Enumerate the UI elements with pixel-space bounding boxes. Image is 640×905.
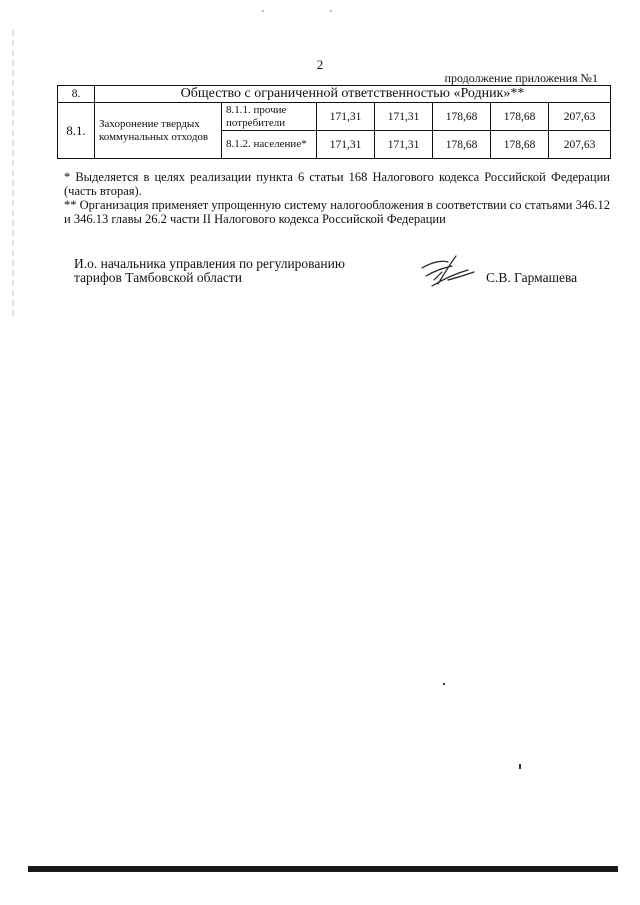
signer-name: С.В. Гармашева — [486, 270, 578, 285]
section-number-cell: 8. — [58, 86, 95, 103]
tariff-value-cell: 171,31 — [375, 103, 433, 131]
signer-position-line2: тарифов Тамбовской области — [74, 270, 242, 285]
tariff-value-cell: 207,63 — [549, 103, 611, 131]
service-name-cell: Захоронение твердых коммунальных отходов — [95, 103, 222, 159]
tariff-table — [57, 85, 611, 159]
consumer-group-cell: 8.1.1. прочие потребители — [222, 103, 317, 131]
tariff-value-cell: 178,68 — [491, 131, 549, 159]
tariff-value-cell: 171,31 — [317, 103, 375, 131]
tariff-value-cell: 207,63 — [549, 131, 611, 159]
scan-speck — [330, 10, 332, 12]
scan-speck — [262, 10, 264, 12]
footnote-vat: * Выделяется в целях реализации пункта 6 статьи 168 Налогового кодекса Российской Федерации (часть вторая). — [64, 170, 610, 198]
tariff-value-cell: 178,68 — [433, 131, 491, 159]
footnote-tax-system: ** Организация применяет упрощенную систему налогообложения в соответствии со статьями 346.12 и 346.13 главы 26.2 части II Налогового кодекса Российской Федерации — [64, 198, 610, 226]
tariff-value-cell: 171,31 — [375, 131, 433, 159]
page-number: 2 — [316, 57, 324, 72]
table-row — [58, 103, 611, 131]
row-number-cell: 8.1. — [58, 103, 95, 159]
scan-speck — [519, 764, 521, 769]
consumer-group-cell: 8.1.2. население* — [222, 131, 317, 159]
signer-position-line1: И.о. начальника управления по регулированию — [74, 256, 345, 271]
tariff-value-cell: 178,68 — [491, 103, 549, 131]
organization-row — [58, 86, 611, 103]
handwritten-signature-icon — [418, 250, 478, 292]
scan-speck — [443, 683, 445, 685]
scan-margin-artifact — [12, 30, 14, 320]
appendix-continuation-note: продолжение приложения №1 — [444, 71, 598, 85]
scan-bottom-bar — [28, 866, 618, 872]
signer-position — [74, 257, 345, 285]
tariff-value-cell: 171,31 — [317, 131, 375, 159]
organization-name-cell: Общество с ограниченной ответственностью «Родник»** — [95, 86, 611, 103]
tariff-value-cell: 178,68 — [433, 103, 491, 131]
